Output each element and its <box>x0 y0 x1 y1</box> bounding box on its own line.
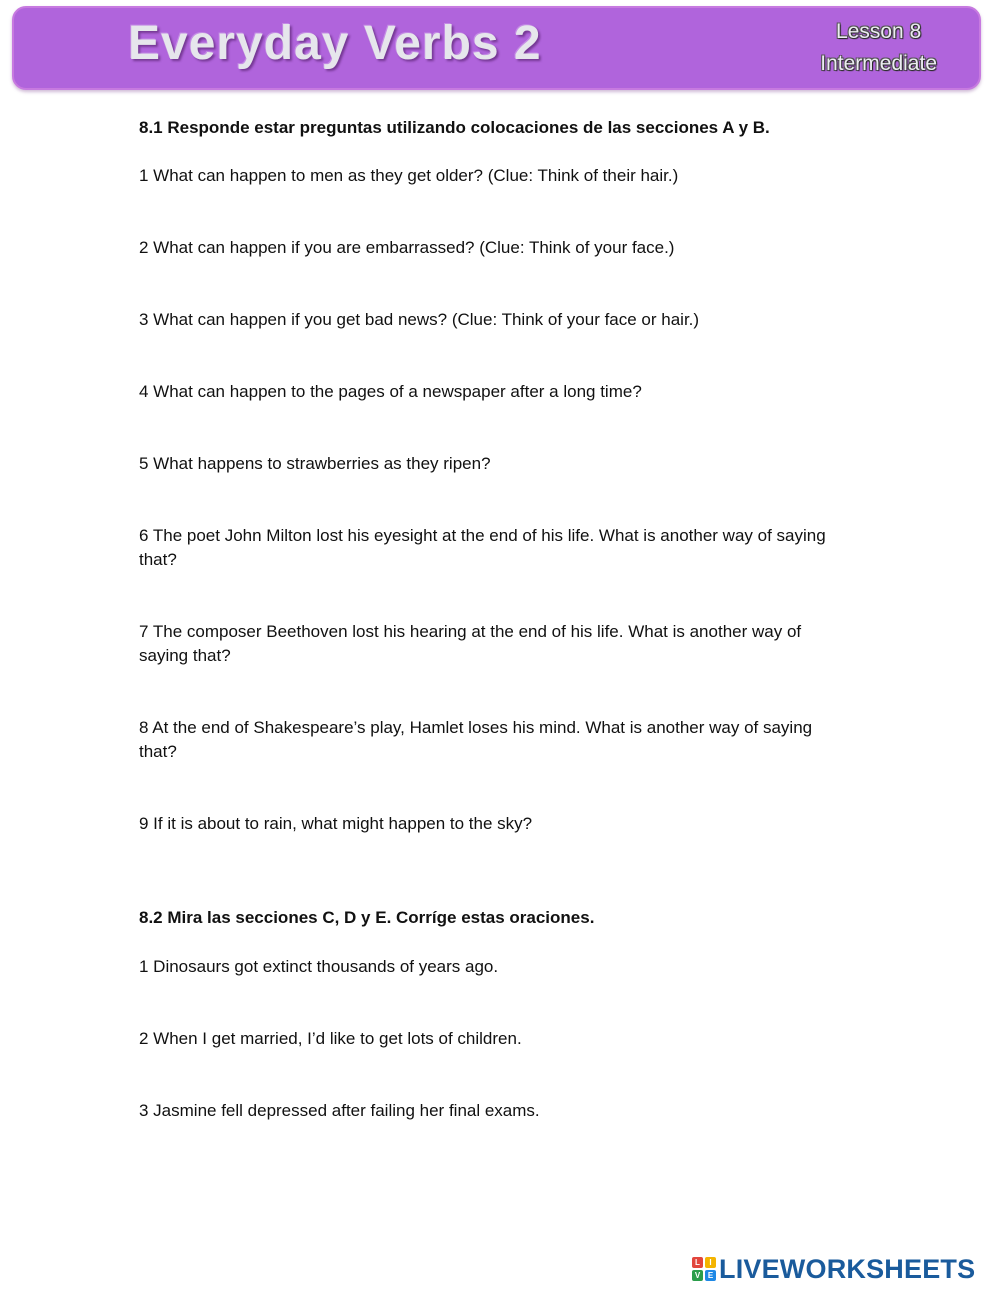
question-item: 2 What can happen if you are embarrassed? (Clue: Think of your face.) <box>139 238 675 257</box>
section-heading: 8.2 Mira las secciones C, D y E. Corríge estas oraciones. <box>139 908 595 927</box>
question-item: 9 If it is about to rain, what might happen to the sky? <box>139 814 533 833</box>
question-item: 7 The composer Beethoven lost his hearing at the end of his life. What is another way of saying that? <box>139 622 802 665</box>
section-heading: 8.1 Responde estar preguntas utilizando colocaciones de las secciones A y B. <box>139 118 770 137</box>
logo-letter: L <box>692 1257 703 1268</box>
logo-wordmark: LIVEWORKSHEETS <box>719 1253 976 1284</box>
question-item: 1 What can happen to men as they get older? (Clue: Think of their hair.) <box>139 166 679 185</box>
header-banner <box>12 6 981 90</box>
question-item: 5 What happens to strawberries as they ripen? <box>139 454 491 473</box>
logo-icon <box>692 1257 716 1281</box>
worksheet-title: Everyday Verbs 2 <box>128 17 542 70</box>
lesson-number: Lesson 8 <box>836 20 922 43</box>
lesson-level: Intermediate <box>820 52 937 75</box>
sentence-item: 2 When I get married, I’d like to get lots of children. <box>139 1029 522 1048</box>
liveworksheets-logo <box>692 1253 976 1284</box>
sentence-item: 3 Jasmine fell depressed after failing her final exams. <box>139 1101 540 1120</box>
logo-letter: V <box>692 1270 703 1281</box>
logo-letter: I <box>705 1257 716 1268</box>
question-item: 6 The poet John Milton lost his eyesight at the end of his life. What is another way of saying that? <box>139 526 826 569</box>
sentence-item: 1 Dinosaurs got extinct thousands of years ago. <box>139 957 499 976</box>
lesson-info <box>820 16 937 80</box>
question-item: 8 At the end of Shakespeare’s play, Hamlet loses his mind. What is another way of saying that? <box>139 718 813 761</box>
question-item: 4 What can happen to the pages of a newspaper after a long time? <box>139 382 642 401</box>
logo-letter: E <box>705 1270 716 1281</box>
question-item: 3 What can happen if you get bad news? (Clue: Think of your face or hair.) <box>139 310 700 329</box>
